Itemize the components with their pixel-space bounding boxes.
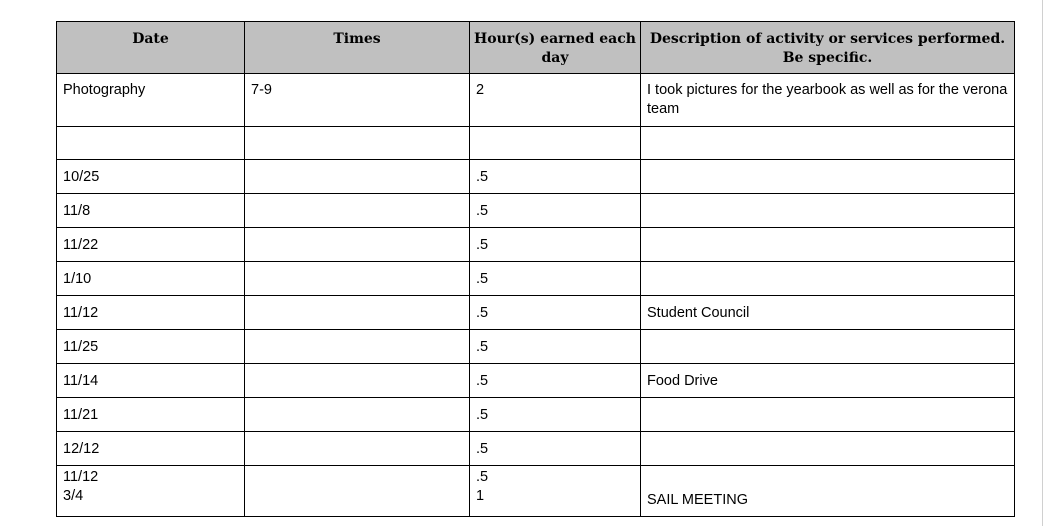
date-cell: 11/14	[57, 364, 245, 398]
times-cell	[245, 228, 470, 262]
header-date: Date	[57, 22, 245, 74]
times-cell	[245, 432, 470, 466]
times-cell	[245, 127, 470, 160]
date-cell: 11/12 3/4	[57, 466, 245, 517]
table-row	[57, 398, 1015, 432]
table-row	[57, 466, 1015, 517]
hours-cell: .5	[470, 398, 641, 432]
hours-cell: .5	[470, 160, 641, 194]
service-hours-table	[56, 21, 1015, 517]
date-cell: 11/21	[57, 398, 245, 432]
times-cell	[245, 296, 470, 330]
description-cell	[641, 160, 1015, 194]
page-edge	[1042, 0, 1043, 526]
header-times: Times	[245, 22, 470, 74]
description-cell	[641, 194, 1015, 228]
table-row	[57, 296, 1015, 330]
date-cell: 11/8	[57, 194, 245, 228]
table-row	[57, 194, 1015, 228]
description-cell	[641, 398, 1015, 432]
times-cell	[245, 364, 470, 398]
header-description: Description of activity or services performed. Be specific.	[641, 22, 1015, 74]
times-cell	[245, 160, 470, 194]
hours-cell: .5	[470, 330, 641, 364]
times-cell	[245, 466, 470, 517]
date-cell: 11/22	[57, 228, 245, 262]
hours-cell: 2	[470, 74, 641, 127]
description-cell	[641, 127, 1015, 160]
table-row	[57, 127, 1015, 160]
hours-cell: .5	[470, 228, 641, 262]
hours-cell: .5	[470, 262, 641, 296]
description-cell: Food Drive	[641, 364, 1015, 398]
times-cell	[245, 194, 470, 228]
description-cell	[641, 432, 1015, 466]
header-hours: Hour(s) earned each day	[470, 22, 641, 74]
description-cell	[641, 330, 1015, 364]
hours-cell: .5	[470, 194, 641, 228]
date-cell: Photography	[57, 74, 245, 127]
hours-cell: .5	[470, 432, 641, 466]
table-row	[57, 330, 1015, 364]
table-row	[57, 262, 1015, 296]
date-cell: 1/10	[57, 262, 245, 296]
hours-cell: .5	[470, 296, 641, 330]
header-row	[57, 22, 1015, 74]
hours-cell: .5 1	[470, 466, 641, 517]
date-cell: 11/12	[57, 296, 245, 330]
table-row	[57, 160, 1015, 194]
description-cell: SAIL MEETING	[641, 466, 1015, 517]
table-row	[57, 364, 1015, 398]
date-cell: 12/12	[57, 432, 245, 466]
date-cell: 11/25	[57, 330, 245, 364]
times-cell	[245, 262, 470, 296]
times-cell	[245, 398, 470, 432]
description-cell	[641, 228, 1015, 262]
hours-cell: .5	[470, 364, 641, 398]
description-cell	[641, 262, 1015, 296]
description-cell: I took pictures for the yearbook as well as for the verona team	[641, 74, 1015, 127]
description-cell: Student Council	[641, 296, 1015, 330]
hours-cell	[470, 127, 641, 160]
table-row	[57, 228, 1015, 262]
date-cell	[57, 127, 245, 160]
times-cell: 7-9	[245, 74, 470, 127]
date-cell: 10/25	[57, 160, 245, 194]
table-row	[57, 74, 1015, 127]
times-cell	[245, 330, 470, 364]
table-row	[57, 432, 1015, 466]
